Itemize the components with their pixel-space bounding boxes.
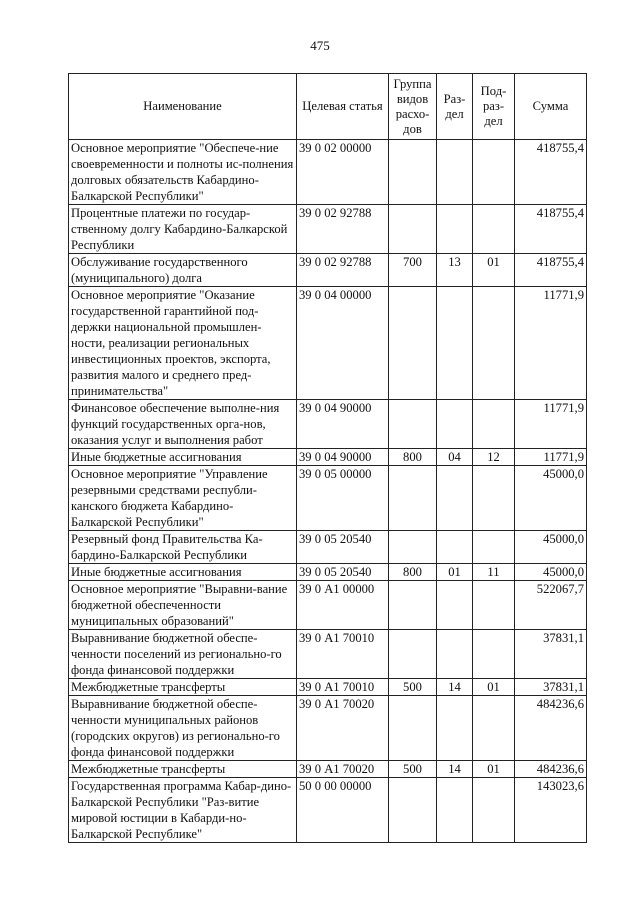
cell-section bbox=[437, 205, 473, 254]
table-body bbox=[69, 140, 587, 843]
cell-section: 14 bbox=[437, 761, 473, 778]
cell-expense-group bbox=[389, 696, 437, 761]
cell-target-article: 39 0 А1 70020 bbox=[297, 761, 389, 778]
cell-section bbox=[437, 140, 473, 205]
cell-subsection bbox=[473, 466, 515, 531]
table-row bbox=[69, 564, 587, 581]
cell-section bbox=[437, 630, 473, 679]
cell-name: Финансовое обеспечение выполне-ния функций государственных орга-нов, оказания услуг и выполнения работ bbox=[69, 400, 297, 449]
cell-amount: 522067,7 bbox=[515, 581, 587, 630]
table-row bbox=[69, 696, 587, 761]
header-amount: Сумма bbox=[515, 74, 587, 140]
cell-amount: 37831,1 bbox=[515, 630, 587, 679]
budget-table bbox=[68, 73, 587, 843]
cell-name: Выравнивание бюджетной обеспе-ченности поселений из регионально-го фонда финансовой поддержки bbox=[69, 630, 297, 679]
cell-amount: 45000,0 bbox=[515, 531, 587, 564]
cell-amount: 45000,0 bbox=[515, 466, 587, 531]
cell-section: 01 bbox=[437, 564, 473, 581]
cell-expense-group: 500 bbox=[389, 761, 437, 778]
table-row bbox=[69, 449, 587, 466]
cell-subsection bbox=[473, 140, 515, 205]
cell-section: 13 bbox=[437, 254, 473, 287]
header-subsection: Под-раз-дел bbox=[473, 74, 515, 140]
cell-amount: 484236,6 bbox=[515, 696, 587, 761]
cell-expense-group: 500 bbox=[389, 679, 437, 696]
cell-subsection bbox=[473, 400, 515, 449]
cell-subsection: 01 bbox=[473, 254, 515, 287]
cell-subsection: 11 bbox=[473, 564, 515, 581]
cell-section bbox=[437, 531, 473, 564]
cell-amount: 418755,4 bbox=[515, 205, 587, 254]
table-row bbox=[69, 400, 587, 449]
cell-amount: 37831,1 bbox=[515, 679, 587, 696]
cell-name: Межбюджетные трансферты bbox=[69, 761, 297, 778]
cell-name: Иные бюджетные ассигнования bbox=[69, 449, 297, 466]
cell-subsection bbox=[473, 696, 515, 761]
cell-amount: 45000,0 bbox=[515, 564, 587, 581]
cell-amount: 143023,6 bbox=[515, 778, 587, 843]
cell-target-article: 39 0 05 00000 bbox=[297, 466, 389, 531]
cell-amount: 484236,6 bbox=[515, 761, 587, 778]
cell-expense-group bbox=[389, 581, 437, 630]
table-row bbox=[69, 466, 587, 531]
cell-subsection bbox=[473, 778, 515, 843]
cell-name: Государственная программа Кабар-дино-Балкарской Республики "Раз-витие мировой юстиции в Кабарди-но-Балкарской Республике" bbox=[69, 778, 297, 843]
cell-target-article: 39 0 05 20540 bbox=[297, 564, 389, 581]
cell-name: Межбюджетные трансферты bbox=[69, 679, 297, 696]
cell-section bbox=[437, 581, 473, 630]
cell-name: Выравнивание бюджетной обеспе-ченности муниципальных районов (городских округов) из регионально-го фонда финансовой поддержки bbox=[69, 696, 297, 761]
table-row bbox=[69, 581, 587, 630]
table-row bbox=[69, 761, 587, 778]
cell-expense-group bbox=[389, 466, 437, 531]
cell-amount: 418755,4 bbox=[515, 254, 587, 287]
table-row bbox=[69, 630, 587, 679]
page-number: 475 bbox=[310, 38, 330, 53]
cell-subsection bbox=[473, 581, 515, 630]
table-row bbox=[69, 531, 587, 564]
cell-expense-group bbox=[389, 205, 437, 254]
cell-target-article: 50 0 00 00000 bbox=[297, 778, 389, 843]
header-target-article: Целевая статья bbox=[297, 74, 389, 140]
cell-expense-group bbox=[389, 630, 437, 679]
cell-target-article: 39 0 А1 70010 bbox=[297, 630, 389, 679]
cell-subsection bbox=[473, 287, 515, 400]
cell-expense-group bbox=[389, 400, 437, 449]
cell-section bbox=[437, 778, 473, 843]
cell-name: Основное мероприятие "Выравни-вание бюджетной обеспеченности муниципальных образований" bbox=[69, 581, 297, 630]
cell-expense-group: 700 bbox=[389, 254, 437, 287]
cell-subsection bbox=[473, 630, 515, 679]
header-expense-group: Группа видов расхо-дов bbox=[389, 74, 437, 140]
cell-amount: 11771,9 bbox=[515, 287, 587, 400]
cell-expense-group bbox=[389, 140, 437, 205]
cell-section bbox=[437, 287, 473, 400]
table-row bbox=[69, 205, 587, 254]
cell-expense-group: 800 bbox=[389, 564, 437, 581]
cell-amount: 11771,9 bbox=[515, 400, 587, 449]
table-row bbox=[69, 778, 587, 843]
cell-name: Основное мероприятие "Оказание государственной гарантийной под-держки национальной промышлен-ности, реализации региональных инвестиционных проектов, экспорта, развития малого и среднего пред-принимательства" bbox=[69, 287, 297, 400]
header-section: Раз-дел bbox=[437, 74, 473, 140]
cell-subsection: 12 bbox=[473, 449, 515, 466]
cell-amount: 418755,4 bbox=[515, 140, 587, 205]
cell-target-article: 39 0 02 92788 bbox=[297, 254, 389, 287]
cell-expense-group bbox=[389, 531, 437, 564]
cell-target-article: 39 0 05 20540 bbox=[297, 531, 389, 564]
table-row bbox=[69, 140, 587, 205]
cell-target-article: 39 0 02 92788 bbox=[297, 205, 389, 254]
table-row bbox=[69, 287, 587, 400]
cell-expense-group bbox=[389, 778, 437, 843]
cell-section bbox=[437, 696, 473, 761]
table-row bbox=[69, 679, 587, 696]
cell-amount: 11771,9 bbox=[515, 449, 587, 466]
header-name: Наименование bbox=[69, 74, 297, 140]
cell-section bbox=[437, 400, 473, 449]
cell-name: Основное мероприятие "Управление резервными средствами республи-канского бюджета Кабардино-Балкарской Республики" bbox=[69, 466, 297, 531]
cell-subsection bbox=[473, 531, 515, 564]
cell-target-article: 39 0 04 00000 bbox=[297, 287, 389, 400]
table-row bbox=[69, 254, 587, 287]
cell-name: Обслуживание государственного (муниципального) долга bbox=[69, 254, 297, 287]
cell-target-article: 39 0 А1 00000 bbox=[297, 581, 389, 630]
cell-section: 14 bbox=[437, 679, 473, 696]
cell-subsection bbox=[473, 205, 515, 254]
cell-name: Основное мероприятие "Обеспече-ние своевременности и полноты ис-полнения долговых обязательств Кабардино-Балкарской Республики" bbox=[69, 140, 297, 205]
cell-section bbox=[437, 466, 473, 531]
cell-section: 04 bbox=[437, 449, 473, 466]
cell-subsection: 01 bbox=[473, 679, 515, 696]
cell-target-article: 39 0 04 90000 bbox=[297, 449, 389, 466]
cell-name: Резервный фонд Правительства Ка-бардино-Балкарской Республики bbox=[69, 531, 297, 564]
cell-subsection: 01 bbox=[473, 761, 515, 778]
cell-target-article: 39 0 А1 70010 bbox=[297, 679, 389, 696]
cell-target-article: 39 0 А1 70020 bbox=[297, 696, 389, 761]
cell-expense-group bbox=[389, 287, 437, 400]
cell-name: Процентные платежи по государ-ственному долгу Кабардино-Балкарской Республики bbox=[69, 205, 297, 254]
table-header-row bbox=[69, 74, 587, 140]
cell-target-article: 39 0 04 90000 bbox=[297, 400, 389, 449]
cell-target-article: 39 0 02 00000 bbox=[297, 140, 389, 205]
cell-expense-group: 800 bbox=[389, 449, 437, 466]
cell-name: Иные бюджетные ассигнования bbox=[69, 564, 297, 581]
